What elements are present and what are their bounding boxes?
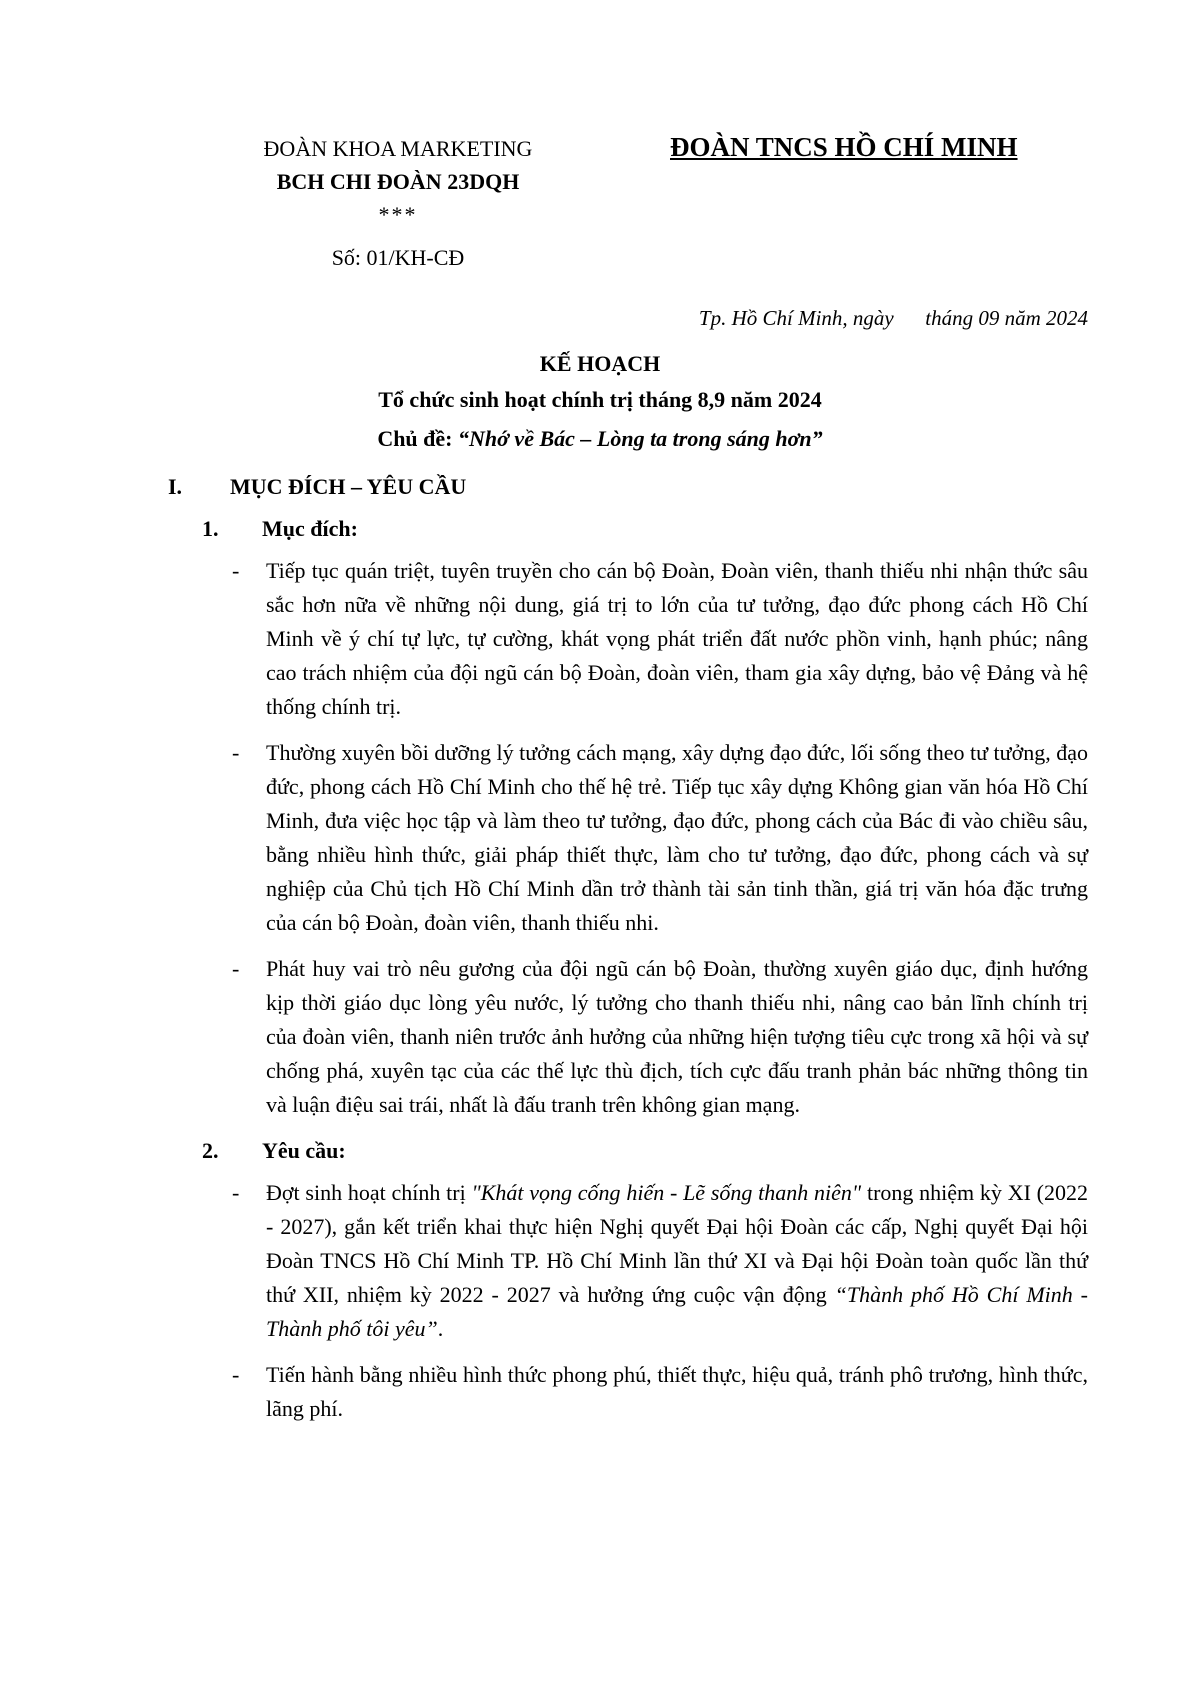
subsection-title: Mục đích: xyxy=(262,516,358,541)
text-run: trong nhiệm kỳ XI (2022 - 2027), gắn kết triển khai thực hiện Nghị quyết Đại hội Đoàn các cấp, Nghị quyết Đại hội Đoàn TNCS Hồ Chí Minh TP. Hồ Chí Minh lần thứ XI và Đại hội Đoàn toàn quốc lần thứ thứ XII, nhiệm kỳ 2022 - 2027 và hưởng ứng cuộc vận động xyxy=(266,1180,1089,1307)
header-asterisks: *** xyxy=(378,202,418,227)
subsection-number: 2. xyxy=(202,1138,219,1163)
subsection-heading-requirements xyxy=(202,1134,1088,1168)
faculty-union-name: ĐOÀN KHOA MARKETING xyxy=(263,136,533,161)
text-run: Đợt sinh hoạt chính trị xyxy=(266,1180,472,1205)
document-theme xyxy=(0,420,1200,459)
list-item xyxy=(232,736,1088,940)
section-title: MỤC ĐÍCH – YÊU CẦU xyxy=(230,474,467,499)
bullet-dash: - xyxy=(232,1362,240,1387)
list-item-text: Tiến hành bằng nhiều hình thức phong phú, thiết thực, hiệu quả, tránh phô trương, hình thức, lãng phí. xyxy=(266,1362,1088,1421)
theme-label: Chủ đề: xyxy=(377,425,458,451)
subsection-title: Yêu cầu: xyxy=(262,1138,346,1163)
text-run: . xyxy=(437,1316,444,1341)
list-item-text: Tiếp tục quán triệt, tuyên truyền cho cán bộ Đoàn, Đoàn viên, thanh thiếu nhi nhận thức sâu sắc hơn nữa về những nội dung, giá trị to lớn của tư tưởng, đạo đức phong cách Hồ Chí Minh về ý chí tự lực, tự cường, khát vọng phát triển đất nước phồn vinh, hạnh phúc; nâng cao trách nhiệm của đội ngũ cán bộ Đoàn, đoàn viên, tham gia xây dựng, bảo vệ Đảng và hệ thống chính trị. xyxy=(266,558,1088,719)
title-block xyxy=(0,346,1200,458)
list-item xyxy=(232,952,1088,1122)
section-number: I. xyxy=(168,474,183,499)
bullet-dash: - xyxy=(232,1180,240,1205)
document-body xyxy=(168,470,1088,1438)
header-left xyxy=(218,132,578,274)
subsection-number: 1. xyxy=(202,516,219,541)
bullet-dash: - xyxy=(232,740,240,765)
list-item-text xyxy=(266,1176,1088,1346)
document-title: KẾ HOẠCH xyxy=(539,351,661,376)
list-item xyxy=(232,1358,1088,1426)
movement-quote: “Thành phố Hồ Chí Minh - Thành phố tôi yêu” xyxy=(266,1282,1088,1341)
list-item-text: Phát huy vai trò nêu gương của đội ngũ cán bộ Đoàn, thường xuyên giáo dục, định hướng kịp thời giáo dục lòng yêu nước, lý tưởng cho thanh thiếu nhi, nâng cao bản lĩnh chính trị của đoàn viên, thanh niên trước ảnh hưởng của những hiện tượng tiêu cực trong xã hội và sự chống phá, xuyên tạc của các thế lực thù địch, tích cực đấu tranh phản bác những thông tin và luận điệu sai trái, nhất là đấu tranh trên không gian mạng. xyxy=(266,956,1088,1117)
list-item xyxy=(232,1176,1088,1346)
date-line: Tp. Hồ Chí Minh, ngày tháng 09 năm 2024 xyxy=(698,306,1088,330)
bullet-dash: - xyxy=(232,956,240,981)
theme-quote: “Nhớ về Bác – Lòng ta trong sáng hơn” xyxy=(458,425,823,451)
document-subtitle: Tổ chức sinh hoạt chính trị tháng 8,9 năm 2024 xyxy=(378,387,822,413)
bullet-dash: - xyxy=(232,558,240,583)
branch-committee-name: BCH CHI ĐOÀN 23DQH xyxy=(276,169,520,194)
campaign-quote: "Khát vọng cống hiến - Lẽ sống thanh niên" xyxy=(471,1180,862,1205)
subsection-heading-purpose xyxy=(202,512,1088,546)
document-number: Số: 01/KH-CĐ xyxy=(331,245,465,270)
list-item xyxy=(232,554,1088,724)
organization-title: ĐOÀN TNCS HỒ CHÍ MINH xyxy=(670,132,1018,162)
list-item-text: Thường xuyên bồi dưỡng lý tưởng cách mạng, xây dựng đạo đức, lối sống theo tư tưởng, đạo đức, phong cách Hồ Chí Minh cho thế hệ trẻ. Tiếp tục xây dựng Không gian văn hóa Hồ Chí Minh, đưa việc học tập và làm theo tư tưởng, đạo đức, phong cách của Bác đi vào chiều sâu, bằng nhiều hình thức, giải pháp thiết thực, làm cho tư tưởng, đạo đức, phong cách và sự nghiệp của Chủ tịch Hồ Chí Minh dần trở thành tài sản tinh thần, giá trị văn hóa đặc trưng của cán bộ Đoàn, đoàn viên, thanh thiếu nhi. xyxy=(266,740,1088,935)
section-heading xyxy=(168,470,1088,504)
